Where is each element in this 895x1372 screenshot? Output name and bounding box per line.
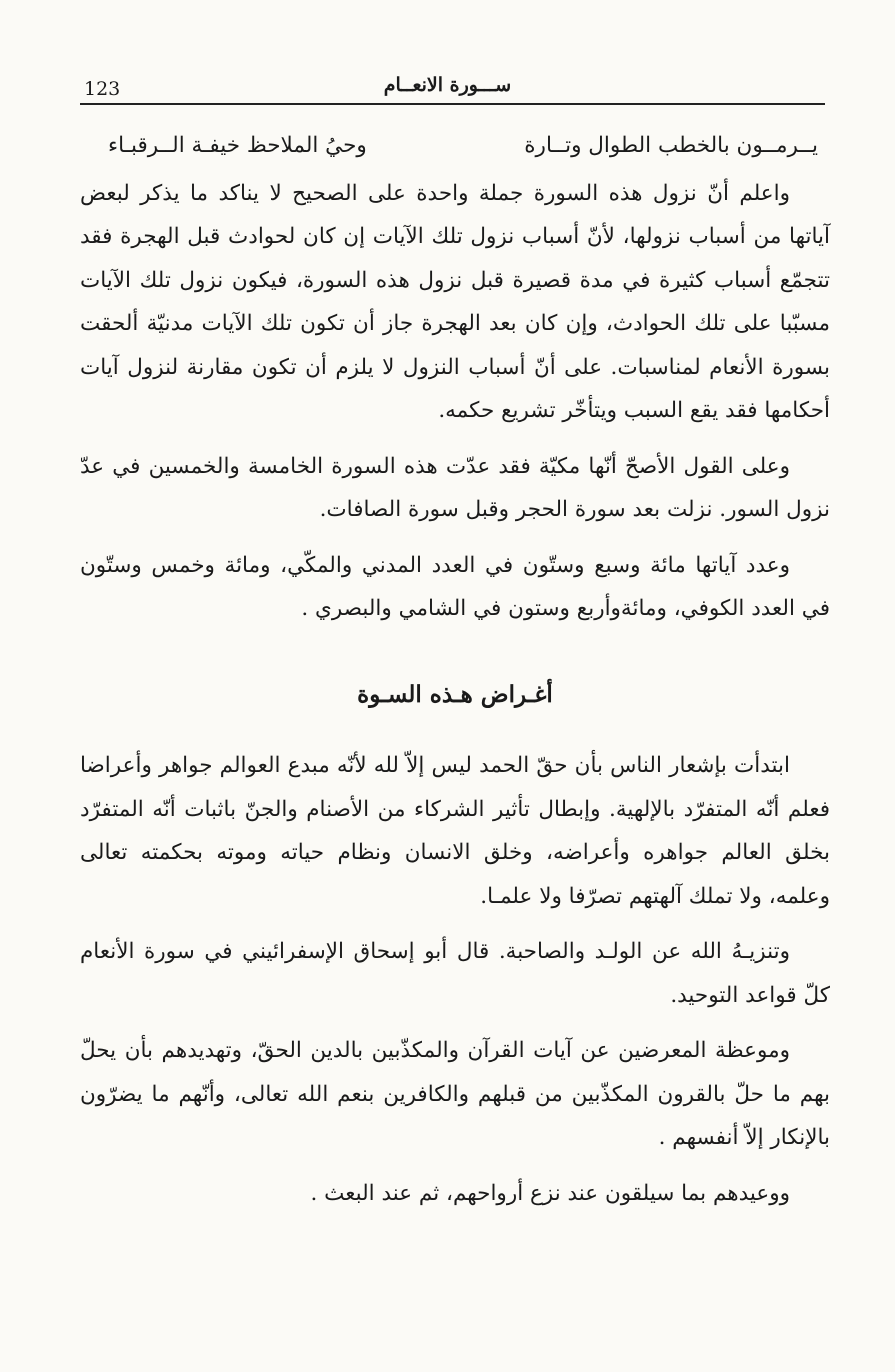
running-title: ســـورة الانعــام <box>383 74 512 96</box>
paragraph: وتنزيـهُ الله عن الولـد والصاحبة. قال أبو إسحاق الإسفرائيني في سورة الأنعام كلّ قواعد التوحيد. <box>80 939 830 1008</box>
paragraph: وعدد آياتها مائة وسبع وستّون في العدد المدني والمكّي، ومائة وخمس وستّون في العدد الكوفي، ومائةوأربع وستون في الشامي والبصري . <box>80 552 830 621</box>
paragraph: وموعظة المعرضين عن آيات القرآن والمكذّبين بالدين الحقّ، وتهديدهم بأن يحلّ بهم ما حلّ بالقرون المكذّبين من قبلهم والكافرين بنعم الله تعالى، وأنّهم ما يضرّون بالإنكار إلاّ أنفسهم . <box>80 1038 830 1150</box>
page-number: 123 <box>84 78 121 100</box>
poetry-verse <box>80 124 830 168</box>
paragraph: ابتدأت بإشعار الناس بأن حقّ الحمد ليس إلاّ لله لأنّه مبدع العوالم جواهر وأعراضا فعلم أنّه المتفرّد بالإلهية. وإبطال تأثير الشركاء من الأصنام والجنّ باثبات أنّه المتفرّد بخلق العالم جواهره وأعراضه، وخلق الانسان ونظام حياته وموته بحكمته تعالى وعلمه، ولا تملك آلهتهم تصرّفا ولا علمـا. <box>80 753 830 909</box>
section-heading: أغـراض هـذه السـوة <box>357 680 553 708</box>
paragraph: وعلى القول الأصحّ أنّها مكيّة فقد عدّت هذه السورة الخامسة والخمسين في عدّ نزول السور. نزلت بعد سورة الحجر وقبل سورة الصافات. <box>80 453 830 522</box>
verse-left-hemistich: وحيُ الملاحظ خيفـة الــرقبـاء <box>108 133 367 158</box>
paragraph: واعلم أنّ نزول هذه السورة جملة واحدة على الصحيح لا يناكد ما يذكر لبعض آياتها من أسباب نزولها، لأنّ أسباب نزول تلك الآيات إن كان لحوادث قبل الهجرة فقد تتجمّع أسباب كثيرة في مدة قصيرة قبل نزول هذه السورة، فيكون نزول تلك الآيات مسبّبا على تلك الحوادث، وإن كان بعد الهجرة جاز أن تكون تلك الآيات مدنيّة ألحقت بسورة الأنعام لمناسبات. على أنّ أسباب النزول لا يلزم أن تكون مقارنة لنزول آيات أحكامها فقد يقع السبب ويتأخّر تشريع حكمه. <box>80 180 830 423</box>
page-body <box>80 124 830 1215</box>
verse-right-hemistich: يــرمــون بالخطب الطوال وتــارة <box>524 133 818 158</box>
paragraph: ووعيدهم بما سيلقون عند نزع أرواحهم، ثم عند البعث . <box>310 1180 790 1206</box>
header-rule <box>80 103 825 105</box>
